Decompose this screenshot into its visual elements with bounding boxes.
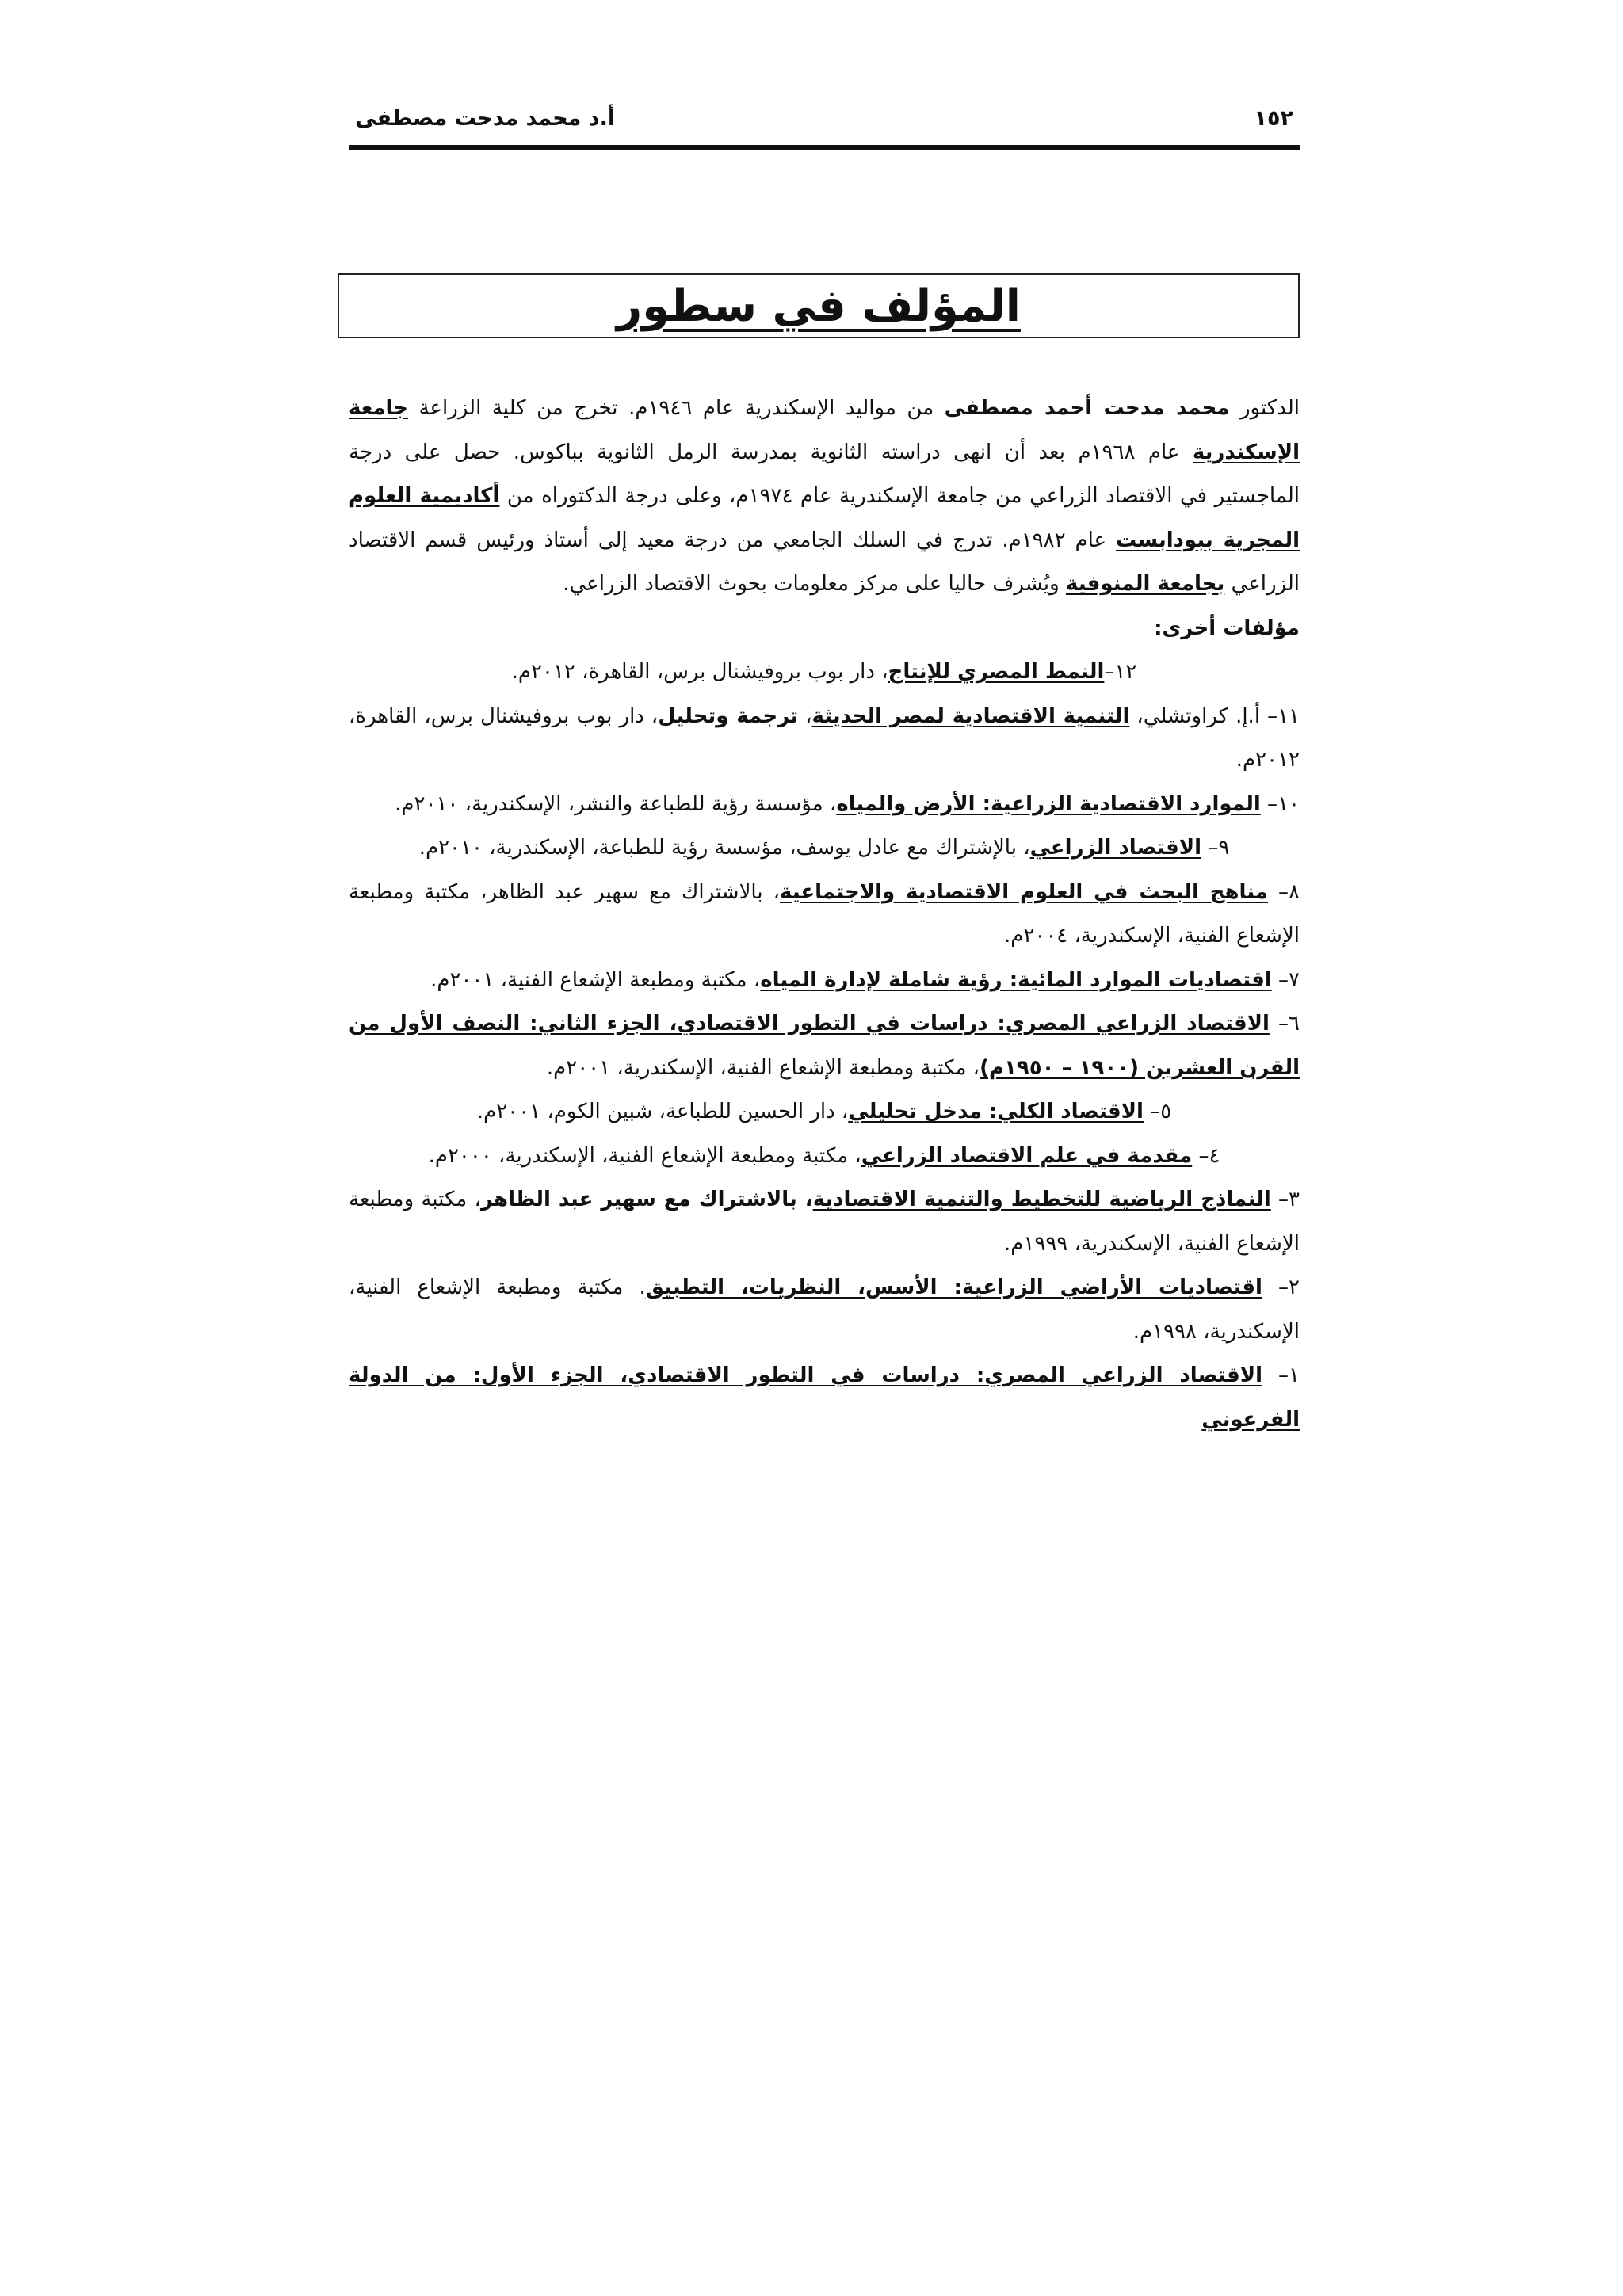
work-translation-note: ترجمة وتحليل [658,704,799,728]
bio-text: الدكتور [1229,396,1300,420]
work-separator: ، [798,704,812,728]
author-full-name: محمد مدحت أحمد مصطفى [944,396,1230,420]
page-number: ١٥٢ [1254,106,1293,131]
header-author-name: أ.د محمد مدحت مصطفى [355,106,616,131]
work-item-4 [349,1135,1300,1179]
work-item-2 [349,1266,1300,1354]
work-number: ٧– [1271,967,1300,992]
bio-text: عام ١٩٦٨م بعد أن انهى دراسته الثانوية بمدرسة الرمل الثانوية بباكوس. حصل على درجة الماجستير في الاقتصاد الزراعي من جامعة الإسكندرية عام ١٩٧٤م، وعلى درجة الدكتوراه من [349,440,1300,508]
work-item-6 [349,1002,1300,1090]
title-box [338,273,1300,338]
work-number: ٥– [1143,1100,1172,1123]
work-title: مناهج البحث في العلوم الاقتصادية والاجتماعية [780,879,1268,904]
work-details: ، دار بوب بروفيشنال برس، القاهرة، ٢٠١٢م. [349,704,1300,772]
work-item-10 [349,783,1300,827]
work-title: الاقتصاد الزراعي المصري: دراسات في التطور الاقتصادي، الجزء الأول: من الدولة الفرعوني [349,1363,1300,1432]
work-number: ١١– أ.إ. كراوتشلي، [1129,704,1300,728]
work-item-5 [349,1090,1300,1135]
work-item-3 [349,1178,1300,1266]
academy-name: أكاديمية العلوم المجرية ببودابست [349,484,1300,552]
work-number: ٤– [1192,1143,1220,1168]
bio-paragraph [349,387,1300,607]
work-item-11 [349,695,1300,783]
page-title: المؤلف في سطور [617,280,1021,332]
work-number: ٨– [1267,879,1300,904]
work-details: ، دار بوب بروفيشنال برس، القاهرة، ٢٠١٢م. [511,660,888,684]
work-details: . مكتبة ومطبعة الإشعاع الفنية، الإسكندرية، ١٩٩٨م. [349,1276,1300,1344]
work-item-9 [349,826,1300,871]
running-header [349,101,1300,143]
work-title: الاقتصاد الكلي: مدخل تحليلي [848,1100,1144,1123]
work-title: الاقتصاد الزراعي المصري: دراسات في التطور الاقتصادي، الجزء الثاني: النصف الأول من القرن العشرين (١٩٠٠ – ١٩٥٠م) [349,1012,1300,1080]
work-details: ، بالاشتراك مع سهير عبد الظاهر، مكتبة ومطبعة الإشعاع الفنية، الإسكندرية، ٢٠٠٤م. [349,879,1300,948]
work-title: النماذج الرياضية للتخطيط والتنمية الاقتصادية [812,1188,1271,1211]
work-details: ، مكتبة ومطبعة الإشعاع الفنية، الإسكندرية، ٢٠٠٠م. [428,1143,861,1168]
work-title: التنمية الاقتصادية لمصر الحديثة [812,704,1130,728]
work-item-8 [349,871,1300,959]
bio-text: من مواليد الإسكندرية عام ١٩٤٦م. تخرج من كلية الزراعة [408,396,945,420]
work-number: ٦– [1269,1012,1300,1035]
bio-text: ويُشرف حاليا على مركز معلومات بحوث الاقتصاد الزراعي. [563,572,1066,596]
header-rule [349,145,1300,150]
work-details: ، دار الحسين للطباعة، شبين الكوم، ٢٠٠١م. [476,1100,849,1123]
work-title: اقتصاديات الموارد المائية: رؤية شاملة لإدارة المياه [760,967,1272,992]
document-page [349,0,1300,2296]
work-number: ١٠– [1260,791,1300,816]
work-number: ٣– [1270,1188,1300,1211]
work-title: النمط المصري للإنتاج [888,660,1105,684]
work-coauthor: ، بالاشتراك مع سهير عبد الظاهر [480,1188,813,1211]
university-name: جامعة الإسكندرية [349,396,1300,464]
work-number: ٢– [1262,1276,1300,1299]
work-number: ٩– [1201,836,1230,860]
work-title: الموارد الاقتصادية الزراعية: الأرض والمياه [836,791,1261,816]
work-item-12 [349,650,1300,695]
menofia-university: بجامعة المنوفية [1065,572,1225,596]
work-title: مقدمة في علم الاقتصاد الزراعي [861,1143,1193,1168]
work-item-1 [349,1354,1300,1442]
work-details: ، مكتبة ومطبعة الإشعاع الفنية، الإسكندرية، ٢٠٠١م. [546,1055,980,1080]
work-details: ، مكتبة ومطبعة الإشعاع الفنية، ٢٠٠١م. [430,967,761,992]
work-details: ، بالإشتراك مع عادل يوسف، مؤسسة رؤية للطباعة، الإسكندرية، ٢٠١٠م. [418,836,1030,860]
work-details: ، مؤسسة رؤية للطباعة والنشر، الإسكندرية، ٢٠١٠م. [395,791,837,816]
work-details: ، مكتبة ومطبعة الإشعاع الفنية، الإسكندرية، ١٩٩٩م. [349,1188,1300,1256]
bio-text: عام ١٩٨٢م. تدرج في السلك الجامعي من درجة معيد إلى أستاذ ورئيس قسم الاقتصاد الزراعي [349,528,1300,596]
work-item-7 [349,959,1300,1003]
other-works-heading: مؤلفات أخرى: [1154,616,1300,640]
content-body [349,387,1300,1442]
work-title: الاقتصاد الزراعي [1029,836,1202,860]
work-title: اقتصاديات الأراضي الزراعية: الأسس، النظريات، التطبيق [645,1276,1262,1299]
work-number: ١٢– [1104,660,1137,684]
work-number: ١– [1262,1363,1300,1387]
